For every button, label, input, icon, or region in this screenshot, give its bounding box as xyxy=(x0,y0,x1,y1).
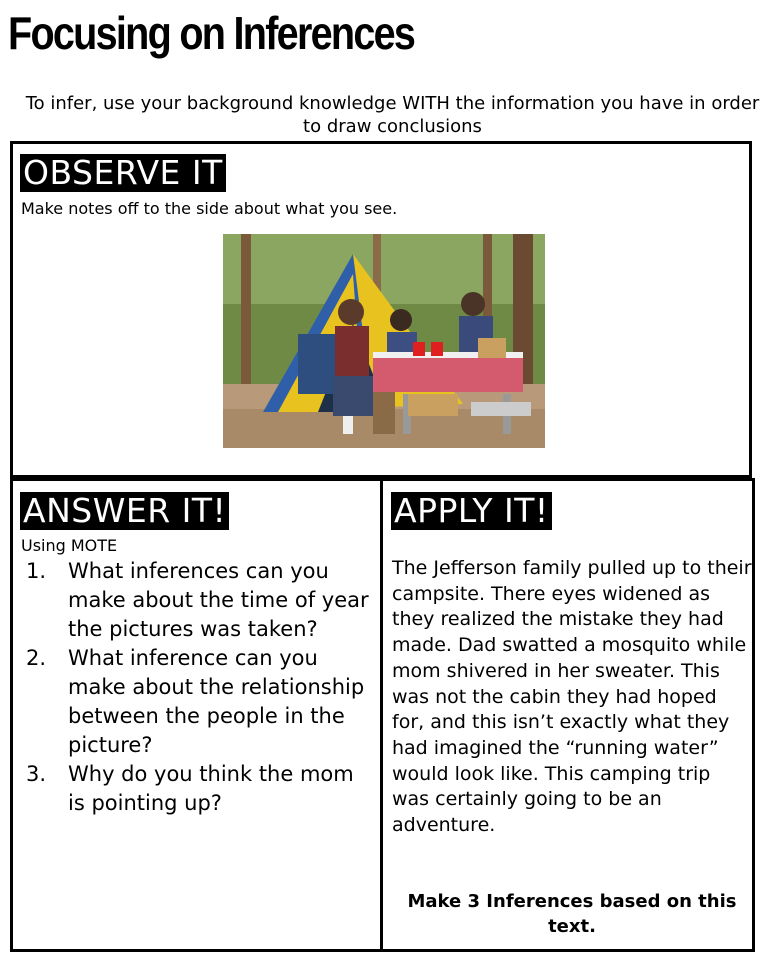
list-item xyxy=(20,644,370,760)
answer-method: Using MOTE xyxy=(21,536,118,555)
apply-label: APPLY IT! xyxy=(391,492,552,530)
list-item xyxy=(20,557,370,644)
question-number: 1. xyxy=(26,559,47,583)
task-instruction: Make 3 Inferences based on this text. xyxy=(407,891,737,937)
observe-instruction: Make notes off to the side about what you see. xyxy=(21,199,398,218)
page-title: Focusing on Inferences xyxy=(8,7,415,59)
story-paragraph: The Jefferson family pulled up to their campsite. There eyes widened as they realized the mistake they had made. Dad swatted a mosquito while mom shivered in her sweater. This was not the cabin they had hoped for, and this isn’t exactly what they had imagined the “running water” would look like. This camping trip was certainly going to be an adventure. xyxy=(392,557,752,837)
question-text: What inferences can you make about the time of year the pictures was taken? xyxy=(68,559,369,641)
question-text: What inference can you make about the relationship between the people in the picture? xyxy=(68,646,365,757)
camping-family-photo xyxy=(223,234,545,448)
question-text: Why do you think the mom is pointing up? xyxy=(68,762,354,815)
observe-label: OBSERVE IT xyxy=(20,154,226,192)
question-number: 3. xyxy=(26,762,47,786)
question-list xyxy=(20,557,370,818)
answer-label: ANSWER IT! xyxy=(20,492,229,530)
subtitle: To infer, use your background knowledge WITH the information you have in order to draw conclusions xyxy=(25,93,760,137)
list-item xyxy=(20,760,370,818)
question-number: 2. xyxy=(26,646,47,670)
